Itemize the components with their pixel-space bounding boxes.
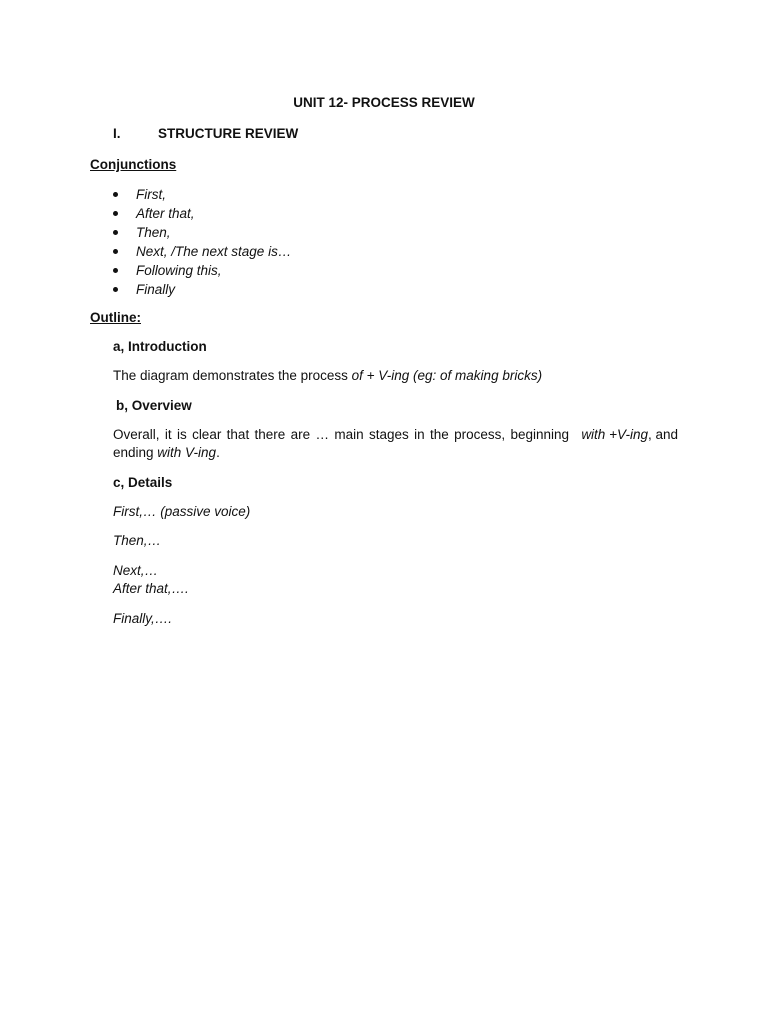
details-line: Then,…	[113, 533, 162, 548]
list-item-text: Next, /The next stage is…	[136, 244, 292, 259]
details-line: After that,….	[113, 581, 189, 596]
overview-line1-plain: Overall, it is clear that there are … main stages in the process, beginning	[113, 427, 570, 442]
overview-line1-italic: with +V-ing	[581, 427, 648, 442]
overview-line2-end: .	[216, 445, 220, 460]
section-number: I.	[113, 126, 121, 141]
details-line: Finally,….	[113, 611, 173, 626]
document-title: UNIT 12- PROCESS REVIEW	[293, 95, 475, 110]
list-item-text: After that,	[136, 206, 195, 221]
section-title: STRUCTURE REVIEW	[158, 126, 299, 141]
overview-line1-end: , and	[647, 427, 678, 442]
bullet-icon	[113, 230, 118, 235]
overview-heading: b, Overview	[116, 398, 192, 413]
details-line: First,… (passive voice)	[113, 504, 251, 519]
outline-heading: Outline:	[90, 310, 141, 325]
overview-line-1	[113, 426, 678, 444]
details-heading: c, Details	[113, 475, 173, 490]
introduction-text-plain: The diagram demonstrates the process	[113, 368, 352, 383]
overview-line2-plain: ending	[113, 445, 158, 460]
conjunctions-heading: Conjunctions	[90, 157, 177, 172]
bullet-icon	[113, 249, 118, 254]
bullet-icon	[113, 268, 118, 273]
introduction-heading: a, Introduction	[113, 339, 207, 354]
bullet-icon	[113, 287, 118, 292]
bullet-icon	[113, 192, 118, 197]
overview-line2-italic: with V-ing	[157, 445, 217, 460]
list-item-text: Following this,	[136, 263, 222, 278]
list-item-text: Then,	[136, 225, 171, 240]
introduction-text-italic: of + V-ing (eg: of making bricks)	[351, 368, 543, 383]
overview-line-2	[113, 444, 678, 462]
details-line: Next,…	[113, 563, 159, 578]
bullet-icon	[113, 211, 118, 216]
overview-text	[113, 426, 678, 462]
list-item-text: Finally	[136, 282, 176, 297]
list-item-text: First,	[136, 187, 166, 202]
introduction-text	[113, 367, 542, 385]
